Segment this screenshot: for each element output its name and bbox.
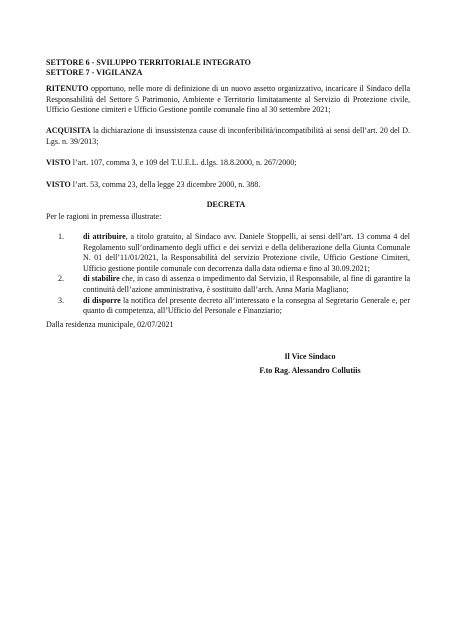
decree-item [46,296,410,317]
settore-header-line-2: SETTORE 7 - VIGILANZA [46,67,143,77]
signature-role: Il Vice Sindaco [284,352,336,361]
decree-item-text: , a titolo gratuito, al Sindaco avv. Daniele Stoppelli, ai sensi dell’art. 13 comma 4 del Regolamento sull’ordinamento degli uffici e dei servizi e della deliberazione della Giunta Comunale N. 01 dell’11/01/2021, la Responsabilità del servizio Protezione civile, Ufficio Gestione Cimiteri, Ufficio gestione pontile comunale con decorrenza dalla data odierna e fino al 30.09.2021; [83,232,410,273]
settore-header [46,58,410,77]
visto-text-2: l’art. 53, comma 23, della legge 23 dicembre 2000, n. 388. [70,180,261,189]
decree-item-number: 3. [58,295,64,305]
decree-item [46,274,410,295]
visto-paragraph-2 [46,180,410,191]
decree-item-number: 1. [58,232,64,241]
acquisita-text: la dichiarazione di insussistenza cause di inconferibilità/incompatibilità ai sensi dell’art. 20 del D. Lgs. n. 39/2013; [46,126,410,146]
ritenuto-paragraph [46,84,410,116]
signature-name: F.to Rag. Alessandro Collutiis [259,366,361,375]
acquisita-paragraph [46,126,410,147]
visto-text-1: l’art. 107, comma 3, e 109 del T.U.E.L. d.lgs. 18.8.2000, n. 267/2000; [70,158,297,167]
place-date: Dalla residenza municipale, 02/07/2021 [46,320,174,329]
decree-item-lead: di stabilire [83,274,120,284]
decreta-heading: DECRETA [206,200,246,209]
ritenuto-lead: RITENUTO [46,84,89,93]
settore-header-line-1: SETTORE 6 - SVILUPPO TERRITORIALE INTEGRATO [46,58,251,67]
decree-item-lead: di attribuire [83,232,126,241]
decree-list [46,232,410,317]
decree-item [46,232,410,274]
visto-lead-2: VISTO [46,180,71,189]
decree-item-text: che, in caso di assenza o impedimento dal Servizio, il Responsabile, al fine di garantire la continuità dell’azione amministrativa, è sostituito dall’arch. Anna Maria Magliano; [83,274,410,294]
decree-item-text: la notifica del presente decreto all’interessato e la consegna al Segretario Generale e, per quanto di competenza, all’Ufficio del Personale e Finanziario; [83,295,410,316]
ritenuto-text: opportuno, nelle more di definizione di un nuovo assetto organizzativo, incaricare il Sindaco della Responsabilità del Settore 5 Patrimonio, Ambiente e Territorio limitatamente al Servizio di Protezione civile, Ufficio Gestione cimiteri e Ufficio Gestione pontile comunale fino al 30 settembre 2021; [46,84,410,115]
visto-lead-1: VISTO [46,158,71,167]
visto-paragraph-1 [46,158,410,169]
decree-item-lead: di disporre [83,295,121,305]
premessa-text: Per le ragioni in premessa illustrate: [46,212,162,221]
acquisita-lead: ACQUISITA [46,126,91,135]
decree-item-number: 2. [58,274,64,284]
